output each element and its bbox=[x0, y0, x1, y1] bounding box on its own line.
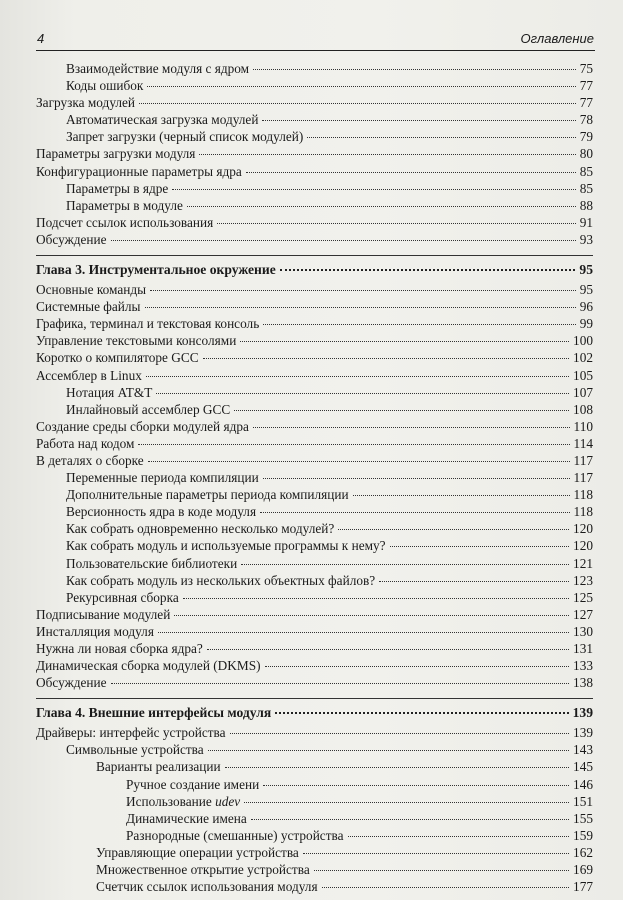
toc-entry[interactable] bbox=[36, 810, 593, 827]
toc-entry[interactable] bbox=[36, 606, 593, 623]
dot-leader bbox=[139, 103, 576, 104]
toc-entry-page: 95 bbox=[579, 282, 593, 298]
toc-entry-title: Управляющие операции устройства bbox=[96, 844, 299, 860]
toc-entry-page: 85 bbox=[579, 163, 593, 179]
running-header bbox=[36, 30, 595, 51]
dot-leader bbox=[230, 733, 570, 734]
toc-entry-title: Параметры в ядре bbox=[66, 180, 169, 196]
toc-entry-page: 118 bbox=[573, 504, 593, 520]
toc-entry-page: 155 bbox=[573, 810, 593, 826]
toc-entry-page: 143 bbox=[573, 742, 593, 758]
toc-entry-page: 85 bbox=[579, 180, 593, 196]
toc-entry-page: 130 bbox=[573, 623, 593, 639]
toc-entry-page: 139 bbox=[573, 725, 593, 741]
toc-entry-title: Рекурсивная сборка bbox=[66, 589, 179, 605]
dot-leader bbox=[240, 341, 569, 342]
toc-entry-page: 95 bbox=[579, 262, 593, 278]
toc-entry-title: Параметры загрузки модуля bbox=[36, 146, 196, 162]
toc-entry[interactable] bbox=[36, 367, 593, 384]
toc-entry[interactable] bbox=[36, 145, 593, 162]
toc-entry-title: Ассемблер в Linux bbox=[36, 367, 142, 383]
toc-entry-page: 117 bbox=[573, 470, 593, 486]
dot-leader bbox=[172, 189, 575, 190]
toc-entry-title: Глава 4. Внешние интерфейсы модуля bbox=[36, 705, 272, 721]
toc-entry[interactable] bbox=[36, 486, 593, 503]
dot-leader bbox=[314, 870, 569, 871]
toc-entry-page: 138 bbox=[573, 675, 593, 691]
toc-entry[interactable] bbox=[36, 163, 593, 180]
toc-entry[interactable] bbox=[36, 861, 593, 878]
toc-entry-title: Запрет загрузки (черный список модулей) bbox=[66, 129, 304, 145]
toc-entry-page: 162 bbox=[573, 844, 593, 860]
toc-entry-title: Подсчет ссылок использования bbox=[36, 214, 214, 230]
toc-entry[interactable] bbox=[36, 214, 593, 231]
chapter-divider bbox=[36, 698, 593, 699]
toc-entry[interactable] bbox=[36, 315, 593, 332]
dot-leader bbox=[158, 632, 569, 633]
toc-entry-title: Переменные периода компиляции bbox=[66, 470, 259, 486]
toc-entry-page: 91 bbox=[579, 214, 593, 230]
toc-entry-page: 78 bbox=[579, 112, 593, 128]
toc-entry-title: Дополнительные параметры периода компиляции bbox=[66, 487, 349, 503]
dot-leader bbox=[208, 750, 569, 751]
toc-entry-page: 110 bbox=[573, 418, 593, 434]
toc-entry[interactable] bbox=[36, 776, 593, 793]
toc-entry-page: 151 bbox=[573, 793, 593, 809]
dot-leader bbox=[148, 461, 570, 462]
toc-entry-page: 102 bbox=[573, 350, 593, 366]
toc-entry[interactable] bbox=[36, 180, 593, 197]
dot-leader bbox=[263, 785, 569, 786]
toc-entry-page: 88 bbox=[579, 197, 593, 213]
toc-entry-title: Как собрать модуль и используемые программы к нему? bbox=[66, 538, 386, 554]
dot-leader bbox=[147, 86, 575, 87]
toc-chapter-heading[interactable] bbox=[36, 704, 593, 721]
dot-leader bbox=[253, 427, 570, 428]
toc-entry-title: Системные файлы bbox=[36, 299, 141, 315]
toc-entry-title: Инсталляция модуля bbox=[36, 623, 154, 639]
toc-entry-page: 145 bbox=[573, 759, 593, 775]
dot-leader bbox=[246, 172, 576, 173]
dot-leader bbox=[156, 393, 569, 394]
toc-entry-page: 169 bbox=[573, 862, 593, 878]
toc-entry-title: Параметры в модуле bbox=[66, 197, 183, 213]
dot-leader bbox=[145, 307, 576, 308]
dot-leader bbox=[199, 154, 575, 155]
toc-entry-page: 120 bbox=[573, 538, 593, 554]
toc-entry-page: 79 bbox=[579, 129, 593, 145]
toc-entry[interactable] bbox=[36, 793, 593, 810]
toc-entry-page: 114 bbox=[573, 435, 593, 451]
dot-leader bbox=[183, 598, 569, 599]
toc-entry-page: 77 bbox=[579, 78, 593, 94]
toc-entry-title: Взаимодействие модуля с ядром bbox=[66, 61, 250, 76]
dot-leader bbox=[275, 712, 568, 714]
dot-leader bbox=[138, 444, 569, 445]
chapter-divider bbox=[36, 255, 593, 256]
toc-entry-title: Инлайновый ассемблер GCC bbox=[66, 401, 231, 417]
dot-leader bbox=[280, 269, 576, 271]
toc-entry-title: Глава 3. Инструментальное окружение bbox=[36, 262, 276, 278]
dot-leader bbox=[379, 581, 569, 582]
toc-entry[interactable] bbox=[36, 503, 593, 520]
toc-entry-page: 75 bbox=[579, 61, 593, 76]
toc-entry-page: 96 bbox=[579, 299, 593, 315]
toc-entry-title: В деталях о сборке bbox=[36, 452, 144, 468]
toc-entry[interactable] bbox=[36, 418, 593, 435]
dot-leader bbox=[187, 206, 576, 207]
toc-entry-title: Использование udev bbox=[126, 793, 241, 809]
toc-entry-title: Графика, терминал и текстовая консоль bbox=[36, 316, 260, 332]
toc-entry[interactable] bbox=[36, 384, 593, 401]
dot-leader bbox=[244, 802, 569, 803]
dot-leader bbox=[174, 615, 569, 616]
toc-chapter-heading[interactable] bbox=[36, 261, 593, 278]
dot-leader bbox=[263, 478, 570, 479]
page-number: 4 bbox=[37, 31, 45, 46]
dot-leader bbox=[262, 120, 575, 121]
toc-entry[interactable] bbox=[36, 401, 593, 418]
toc-entry[interactable] bbox=[36, 111, 593, 128]
toc-entry-title: Подписывание модулей bbox=[36, 606, 171, 622]
toc-entry[interactable] bbox=[36, 452, 593, 469]
toc-entry[interactable] bbox=[36, 623, 593, 640]
toc-entry-title: Динамические имена bbox=[126, 810, 247, 826]
toc-entry[interactable] bbox=[36, 469, 593, 486]
dot-leader bbox=[111, 240, 576, 241]
toc-entry-page: 146 bbox=[573, 776, 593, 792]
dot-leader bbox=[260, 512, 569, 513]
dot-leader bbox=[353, 495, 570, 496]
dot-leader bbox=[111, 683, 569, 684]
toc-entry-page: 133 bbox=[573, 658, 593, 674]
toc-entry-title: Работа над кодом bbox=[36, 435, 135, 451]
toc-entry-title: Загрузка модулей bbox=[36, 95, 136, 111]
toc-entry-title: Множественное открытие устройства bbox=[96, 862, 310, 878]
toc-entry-page: 125 bbox=[573, 589, 593, 605]
dot-leader bbox=[203, 358, 569, 359]
toc-entry-title: Пользовательские библиотеки bbox=[66, 555, 238, 571]
toc-entry[interactable] bbox=[36, 844, 593, 861]
toc-entry-page: 100 bbox=[573, 333, 593, 349]
toc-entry-page: 80 bbox=[579, 146, 593, 162]
toc-entry-title: Варианты реализации bbox=[96, 759, 221, 775]
toc-entry-title: Создание среды сборки модулей ядра bbox=[36, 418, 249, 434]
dot-leader bbox=[338, 529, 569, 530]
dot-leader bbox=[263, 324, 575, 325]
toc-entry-page: 121 bbox=[573, 555, 593, 571]
toc-entry-page: 127 bbox=[573, 606, 593, 622]
toc-entry-title: Коды ошибок bbox=[66, 78, 144, 94]
dot-leader bbox=[307, 137, 575, 138]
dot-leader bbox=[207, 649, 569, 650]
toc-entry-page: 123 bbox=[573, 572, 593, 588]
toc-entry[interactable] bbox=[36, 128, 593, 145]
dot-leader bbox=[253, 69, 576, 70]
toc-entry[interactable] bbox=[36, 197, 593, 214]
toc-entry[interactable] bbox=[36, 537, 593, 554]
toc-entry-title: Нужна ли новая сборка ядра? bbox=[36, 641, 203, 656]
toc-entry-page: 177 bbox=[573, 879, 593, 895]
toc-entry[interactable] bbox=[36, 298, 593, 315]
toc-entry[interactable] bbox=[36, 231, 593, 248]
toc-entry[interactable] bbox=[36, 520, 593, 537]
toc-entry-title: Счетчик ссылок использования модуля bbox=[96, 879, 318, 895]
dot-leader bbox=[390, 546, 569, 547]
toc-entry-title: Основные команды bbox=[36, 282, 147, 298]
toc-entry[interactable] bbox=[36, 572, 593, 589]
toc-entry-page: 139 bbox=[572, 705, 593, 721]
dot-leader bbox=[251, 819, 569, 820]
toc-entry-title: Коротко о компиляторе GCC bbox=[36, 350, 199, 366]
toc-entry[interactable] bbox=[36, 94, 593, 111]
toc-entry[interactable] bbox=[36, 758, 593, 775]
toc-entry-title: Ручное создание имени bbox=[126, 776, 260, 792]
toc-entry-page: 118 bbox=[573, 487, 593, 503]
toc-entry-page: 77 bbox=[579, 95, 593, 111]
toc-entry[interactable] bbox=[36, 77, 593, 94]
toc-entry-title: Обсуждение bbox=[36, 675, 107, 691]
toc-entry-page: 117 bbox=[573, 452, 593, 468]
dot-leader bbox=[217, 223, 575, 224]
toc-entry[interactable] bbox=[36, 878, 593, 895]
toc-entry-title: Обсуждение bbox=[36, 231, 107, 247]
table-of-contents bbox=[36, 60, 593, 895]
toc-entry[interactable] bbox=[36, 674, 593, 691]
toc-entry-title-italic: udev bbox=[215, 793, 241, 809]
toc-entry-title: Нотация AT&T bbox=[66, 384, 153, 400]
toc-entry-title: Разнородные (смешанные) устройства bbox=[126, 827, 344, 843]
toc-entry-page: 105 bbox=[573, 367, 593, 383]
toc-entry-title: Автоматическая загрузка модулей bbox=[66, 112, 259, 128]
dot-leader bbox=[146, 376, 569, 377]
toc-entry[interactable] bbox=[36, 827, 593, 844]
toc-entry-page: 107 bbox=[573, 384, 593, 400]
dot-leader bbox=[225, 767, 569, 768]
dot-leader bbox=[241, 564, 569, 565]
toc-entry-page: 93 bbox=[579, 231, 593, 247]
dot-leader bbox=[234, 410, 569, 411]
toc-entry[interactable] bbox=[36, 589, 593, 606]
toc-entry[interactable] bbox=[36, 281, 593, 298]
dot-leader bbox=[265, 666, 570, 667]
dot-leader bbox=[303, 853, 569, 854]
toc-entry-title: Символьные устройства bbox=[66, 742, 204, 758]
toc-entry-page: 131 bbox=[573, 641, 593, 656]
toc-entry[interactable] bbox=[36, 60, 593, 77]
dot-leader bbox=[348, 836, 570, 837]
toc-entry[interactable] bbox=[36, 657, 593, 674]
toc-entry-title: Версионность ядра в коде модуля bbox=[66, 504, 257, 520]
toc-entry-title: Как собрать одновременно несколько модулей? bbox=[66, 521, 335, 537]
dot-leader bbox=[150, 290, 576, 291]
toc-entry[interactable] bbox=[36, 724, 593, 741]
toc-entry[interactable] bbox=[36, 349, 593, 366]
dot-leader bbox=[322, 887, 569, 888]
toc-entry-page: 159 bbox=[573, 827, 593, 843]
toc-entry-page: 108 bbox=[573, 401, 593, 417]
toc-entry-title: Как собрать модуль из нескольких объектных файлов? bbox=[66, 572, 376, 588]
toc-entry-title: Управление текстовыми консолями bbox=[36, 333, 237, 349]
toc-entry-title: Конфигурационные параметры ядра bbox=[36, 163, 242, 179]
toc-entry[interactable] bbox=[36, 435, 593, 452]
toc-entry-page: 120 bbox=[573, 521, 593, 537]
section-title: Оглавление bbox=[520, 31, 594, 46]
toc-entry-title: Драйверы: интерфейс устройства bbox=[36, 725, 226, 741]
toc-entry[interactable] bbox=[36, 741, 593, 758]
toc-entry-title: Динамическая сборка модулей (DKMS) bbox=[36, 658, 261, 674]
toc-entry[interactable] bbox=[36, 640, 593, 657]
toc-entry[interactable] bbox=[36, 555, 593, 572]
toc-entry[interactable] bbox=[36, 332, 593, 349]
toc-entry-page: 99 bbox=[579, 316, 593, 332]
